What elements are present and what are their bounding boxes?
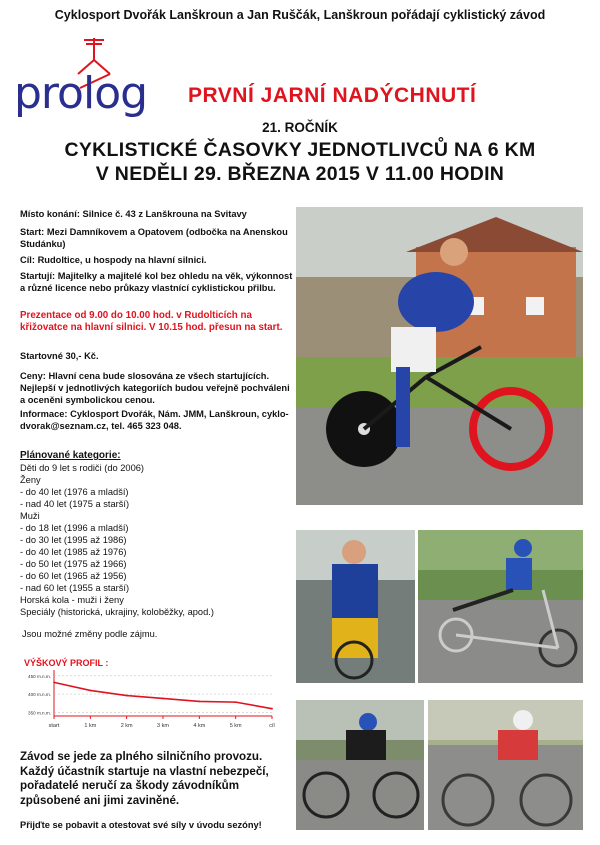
traffic-notice: Závod se jede za plného silničního provozu. Každý účastník startuje na vlastní nebezpečí, pořadatelé neručí za škody závodníkům způsobené ani jimi zaviněné. [20, 750, 269, 807]
category-item: - do 60 let (1965 až 1956) [20, 571, 127, 581]
categories-note: Jsou možné změny podle zájmu. [22, 629, 158, 639]
category-item: - nad 60 let (1955 a starší) [20, 583, 130, 593]
x-tick-label: cíl [269, 723, 275, 729]
y-tick-label: 350 m.n.m. [28, 710, 51, 716]
x-tick-label: 2 km [120, 723, 133, 729]
x-tick-label: 4 km [193, 723, 206, 729]
venue-label: Místo konání: [20, 209, 80, 219]
fee-line: Startovné 30,- Kč. [20, 351, 99, 361]
venue-value: Silnice č. 43 z Lanškrouna na Svitavy [82, 209, 247, 219]
finish-label: Cíl: [20, 255, 35, 265]
footer-invite: Přijďte se pobavit a otestovat své síly v úvodu sezóny! [20, 820, 262, 830]
scooter-photo [418, 530, 583, 683]
elevation-point [162, 698, 164, 700]
y-tick-label: 400 m.n.m. [28, 692, 51, 698]
riders-value: Majitelky a majitelé kol bez ohledu na věk, výkonnost a různé licence nebo průkazy vlastnící cyklistickou přilbu. [20, 271, 293, 293]
event-name: PRVNÍ JARNÍ NADÝCHNUTÍ [188, 84, 477, 107]
elevation-point [126, 695, 128, 697]
x-tick-label: start [48, 723, 60, 729]
category-item: - do 18 let (1996 a mladší) [20, 523, 129, 533]
category-item: - do 30 let (1995 až 1986) [20, 535, 127, 545]
headline: CYKLISTICKÉ ČASOVKY JEDNOTLIVCŮ NA 6 KM [64, 139, 536, 161]
edition: 21. ROČNÍK [262, 120, 338, 135]
categories-block [20, 450, 290, 640]
elevation-point [53, 682, 55, 684]
elevation-profile [20, 656, 282, 738]
category-item: Muži [20, 511, 40, 521]
category-item: Děti do 9 let s rodiči (do 2006) [20, 463, 145, 473]
rider-photo-3 [428, 700, 583, 830]
elevation-point [89, 690, 91, 692]
category-item: Ženy [20, 475, 41, 485]
riders-line [20, 270, 295, 294]
main-cyclist-photo [296, 207, 583, 505]
prolog-logo [14, 38, 164, 118]
chart-title: VÝŠKOVÝ PROFIL : [24, 658, 109, 668]
category-item: - nad 40 let (1975 a starší) [20, 499, 130, 509]
category-item: - do 50 let (1975 až 1966) [20, 559, 127, 569]
organizers-line: Cyklosport Dvořák Lanškroun a Jan Ruščák, Lanškroun pořádají cyklistický závod [54, 8, 546, 22]
contact-label: Informace: [20, 409, 68, 419]
category-item: - do 40 let (1985 až 1976) [20, 547, 127, 557]
finish-value: Rudoltice, u hospody na hlavní silnici. [37, 255, 207, 265]
rider-photo-1 [296, 530, 415, 683]
riders-label: Startují: [20, 271, 56, 281]
prizes-value: Hlavní cena bude slosována ze všech startujících. Nejlepší v jednotlivých kategoriích budou veřejně pochváleni a oceněni symbolickou cenou. [20, 371, 290, 405]
elevation-chart [20, 656, 282, 738]
start-value: Mezi Damníkovem a Opatovem (odbočka na Anenskou Studánku) [20, 227, 288, 249]
elevation-line [54, 682, 272, 708]
registration-note: Prezentace od 9.00 do 10.00 hod. v Rudolticích na křižovatce na hlavní silnici. V 10.15 hod. přesun na start. [20, 310, 283, 333]
x-tick-label: 1 km [84, 723, 97, 729]
categories-list [20, 462, 290, 618]
y-tick-label: 450 m.n.m. [28, 673, 51, 679]
category-item: - do 40 let (1976 a mladší) [20, 487, 129, 497]
category-item: Horská kola - muži i ženy [20, 595, 124, 605]
categories-heading: Plánované kategorie: [20, 450, 121, 461]
start-label: Start: [20, 227, 45, 237]
prizes-label: Ceny: [20, 371, 46, 381]
date-line: V NEDĚLI 29. BŘEZNA 2015 V 11.00 HODIN [95, 163, 505, 185]
category-item: Speciály (historická, ukrajiny, koloběžky, apod.) [20, 607, 214, 617]
venue-line [20, 208, 295, 220]
logo-wordmark: prolog [14, 68, 148, 119]
start-line [20, 226, 295, 250]
rider-photo-2 [296, 700, 424, 830]
elevation-point [235, 701, 237, 703]
finish-line [20, 254, 295, 266]
x-tick-label: 3 km [157, 723, 169, 729]
x-tick-label: 5 km [229, 723, 242, 729]
prizes-line [20, 370, 295, 406]
contact-value: Cyklosport Dvořák, Nám. JMM, Lanškroun, cyklo-dvorak@seznam.cz, tel. 465 323 048. [20, 409, 289, 431]
elevation-point [198, 700, 200, 702]
contact-line [20, 408, 295, 432]
elevation-point [271, 708, 273, 710]
